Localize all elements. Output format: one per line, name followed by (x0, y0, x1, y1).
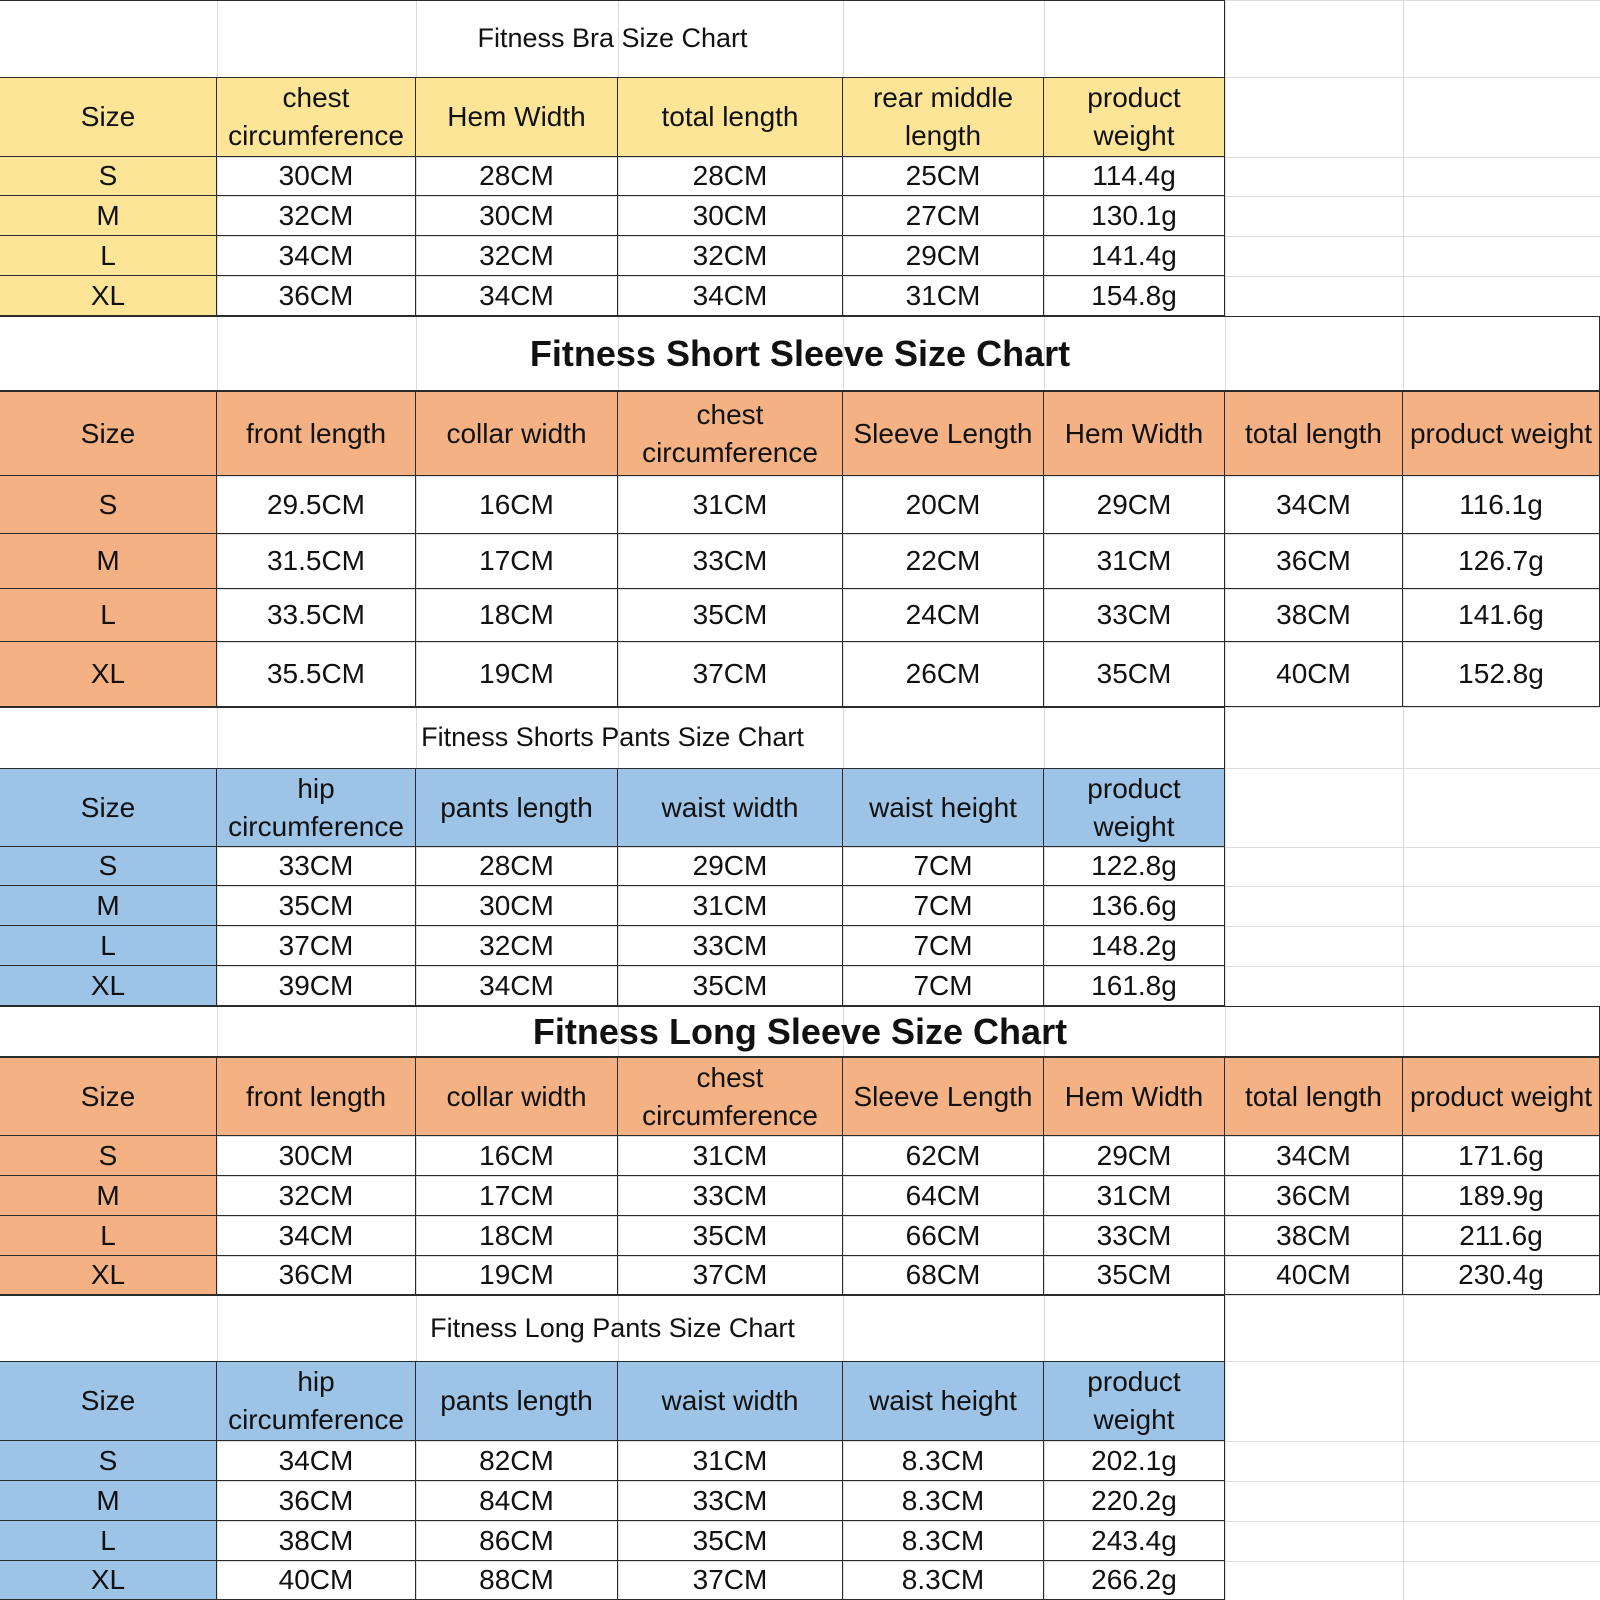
column-header: Size (0, 768, 217, 847)
table-cell: 161.8g (1044, 966, 1225, 1006)
table-cell: 114.4g (1044, 157, 1225, 196)
size-label-cell: S (0, 1136, 217, 1176)
table-cell: 8.3CM (843, 1481, 1044, 1521)
table-cell: 40CM (1225, 642, 1403, 707)
table-cell: 28CM (618, 157, 843, 196)
table-cell: 126.7g (1403, 534, 1600, 589)
table-cell: 34CM (1225, 476, 1403, 534)
column-header: waist width (618, 768, 843, 847)
section-title: Fitness Long Sleeve Size Chart (532, 1010, 1068, 1052)
table-cell: 62CM (843, 1136, 1044, 1176)
table-cell: 29CM (1044, 1136, 1225, 1176)
table-cell: 34CM (1225, 1136, 1403, 1176)
column-header: product weight (1044, 768, 1225, 847)
table-cell: 40CM (1225, 1256, 1403, 1295)
table-cell: 31CM (1044, 534, 1225, 589)
table-cell: 64CM (843, 1176, 1044, 1216)
table-cell: 141.4g (1044, 236, 1225, 276)
table-cell: 37CM (618, 1561, 843, 1600)
column-header: chest circumference (618, 391, 843, 476)
table-cell: 20CM (843, 476, 1044, 534)
table-cell: 30CM (217, 157, 416, 196)
size-label-cell: XL (0, 642, 217, 707)
column-header: product weight (1403, 1057, 1600, 1136)
table-cell: 30CM (618, 196, 843, 236)
table-cell: 29.5CM (217, 476, 416, 534)
column-header: total length (618, 77, 843, 157)
size-label-cell: M (0, 196, 217, 236)
table-cell: 33.5CM (217, 589, 416, 642)
table-cell: 25CM (843, 157, 1044, 196)
size-label-cell: XL (0, 1561, 217, 1600)
table-cell: 35CM (618, 1216, 843, 1256)
table-cell: 88CM (416, 1561, 618, 1600)
table-cell: 35CM (1044, 1256, 1225, 1295)
table-cell: 82CM (416, 1441, 618, 1481)
table-cell: 34CM (217, 1216, 416, 1256)
size-label-cell: L (0, 589, 217, 642)
table-cell: 33CM (1044, 589, 1225, 642)
table-cell: 29CM (843, 236, 1044, 276)
column-header: hip circumference (217, 768, 416, 847)
table-cell: 220.2g (1044, 1481, 1225, 1521)
table-cell: 31CM (618, 886, 843, 926)
table-cell: 33CM (618, 534, 843, 589)
table-cell: 130.1g (1044, 196, 1225, 236)
column-header: Size (0, 77, 217, 157)
table-cell: 171.6g (1403, 1136, 1600, 1176)
table-cell: 32CM (416, 236, 618, 276)
table-cell: 35CM (618, 1521, 843, 1561)
table-cell: 36CM (1225, 1176, 1403, 1216)
table-cell: 33CM (618, 1481, 843, 1521)
table-cell: 31CM (618, 1136, 843, 1176)
table-cell: 36CM (217, 1256, 416, 1295)
table-cell: 7CM (843, 886, 1044, 926)
table-cell: 19CM (416, 642, 618, 707)
table-cell: 7CM (843, 847, 1044, 886)
size-label-cell: XL (0, 1256, 217, 1295)
table-cell: 136.6g (1044, 886, 1225, 926)
table-cell: 84CM (416, 1481, 618, 1521)
table-cell: 148.2g (1044, 926, 1225, 966)
table-cell: 18CM (416, 589, 618, 642)
table-cell: 31CM (618, 1441, 843, 1481)
table-cell: 27CM (843, 196, 1044, 236)
column-header: product weight (1403, 391, 1600, 476)
column-header: Sleeve Length (843, 391, 1044, 476)
column-header: total length (1225, 391, 1403, 476)
table-cell: 40CM (217, 1561, 416, 1600)
table-cell: 32CM (217, 196, 416, 236)
size-label-cell: S (0, 157, 217, 196)
section-title: Fitness Long Pants Size Chart (430, 1312, 795, 1343)
table-cell: 266.2g (1044, 1561, 1225, 1600)
column-header: total length (1225, 1057, 1403, 1136)
column-header: waist width (618, 1361, 843, 1441)
table-cell: 17CM (416, 534, 618, 589)
column-header: Hem Width (1044, 391, 1225, 476)
size-label-cell: M (0, 534, 217, 589)
table-cell: 38CM (217, 1521, 416, 1561)
table-cell: 26CM (843, 642, 1044, 707)
column-header: Size (0, 391, 217, 476)
table-cell: 28CM (416, 847, 618, 886)
table-cell: 68CM (843, 1256, 1044, 1295)
table-cell: 29CM (618, 847, 843, 886)
size-label-cell: S (0, 476, 217, 534)
table-cell: 17CM (416, 1176, 618, 1216)
column-header: pants length (416, 1361, 618, 1441)
table-cell: 31CM (843, 276, 1044, 316)
size-label-cell: M (0, 886, 217, 926)
size-label-cell: S (0, 847, 217, 886)
column-header: pants length (416, 768, 618, 847)
table-cell: 16CM (416, 476, 618, 534)
table-cell: 31CM (618, 476, 843, 534)
table-cell: 33CM (618, 926, 843, 966)
table-cell: 31.5CM (217, 534, 416, 589)
table-cell: 34CM (217, 236, 416, 276)
table-cell: 30CM (217, 1136, 416, 1176)
table-cell: 7CM (843, 966, 1044, 1006)
table-cell: 243.4g (1044, 1521, 1225, 1561)
table-cell: 35CM (618, 966, 843, 1006)
table-cell: 35CM (217, 886, 416, 926)
table-cell: 34CM (217, 1441, 416, 1481)
size-label-cell: L (0, 1521, 217, 1561)
table-cell: 36CM (1225, 534, 1403, 589)
column-header: chest circumference (618, 1057, 843, 1136)
column-header: Sleeve Length (843, 1057, 1044, 1136)
column-header: rear middle length (843, 77, 1044, 157)
column-header: front length (217, 391, 416, 476)
table-cell: 30CM (416, 196, 618, 236)
table-cell: 32CM (416, 926, 618, 966)
table-cell: 37CM (618, 1256, 843, 1295)
table-cell: 22CM (843, 534, 1044, 589)
table-cell: 35CM (1044, 642, 1225, 707)
table-cell: 8.3CM (843, 1441, 1044, 1481)
table-cell: 189.9g (1403, 1176, 1600, 1216)
table-cell: 37CM (618, 642, 843, 707)
table-cell: 66CM (843, 1216, 1044, 1256)
table-cell: 32CM (217, 1176, 416, 1216)
table-cell: 33CM (217, 847, 416, 886)
table-cell: 34CM (618, 276, 843, 316)
table-cell: 16CM (416, 1136, 618, 1176)
size-label-cell: S (0, 1441, 217, 1481)
size-label-cell: L (0, 1216, 217, 1256)
table-cell: 33CM (1044, 1216, 1225, 1256)
size-label-cell: XL (0, 276, 217, 316)
table-cell: 37CM (217, 926, 416, 966)
table-cell: 38CM (1225, 589, 1403, 642)
table-cell: 8.3CM (843, 1521, 1044, 1561)
table-cell: 35.5CM (217, 642, 416, 707)
table-cell: 33CM (618, 1176, 843, 1216)
section-title: Fitness Short Sleeve Size Chart (529, 332, 1071, 374)
table-cell: 122.8g (1044, 847, 1225, 886)
table-cell: 29CM (1044, 476, 1225, 534)
section-title: Fitness Bra Size Chart (477, 23, 748, 53)
column-header: collar width (416, 1057, 618, 1136)
column-header: product weight (1044, 1361, 1225, 1441)
size-label-cell: L (0, 926, 217, 966)
size-label-cell: M (0, 1481, 217, 1521)
column-header: product weight (1044, 77, 1225, 157)
table-cell: 34CM (416, 966, 618, 1006)
table-cell: 8.3CM (843, 1561, 1044, 1600)
column-header: Hem Width (416, 77, 618, 157)
table-cell: 19CM (416, 1256, 618, 1295)
table-cell: 36CM (217, 1481, 416, 1521)
size-label-cell: XL (0, 966, 217, 1006)
column-header: chest circumference (217, 77, 416, 157)
table-cell: 152.8g (1403, 642, 1600, 707)
size-label-cell: M (0, 1176, 217, 1216)
column-header: hip circumference (217, 1361, 416, 1441)
table-cell: 38CM (1225, 1216, 1403, 1256)
table-cell: 30CM (416, 886, 618, 926)
table-cell: 39CM (217, 966, 416, 1006)
column-header: front length (217, 1057, 416, 1136)
table-cell: 24CM (843, 589, 1044, 642)
table-cell: 28CM (416, 157, 618, 196)
table-cell: 202.1g (1044, 1441, 1225, 1481)
table-cell: 31CM (1044, 1176, 1225, 1216)
table-cell: 154.8g (1044, 276, 1225, 316)
table-cell: 230.4g (1403, 1256, 1600, 1295)
column-header: Hem Width (1044, 1057, 1225, 1136)
column-header: Size (0, 1057, 217, 1136)
table-cell: 35CM (618, 589, 843, 642)
column-header: waist height (843, 768, 1044, 847)
column-header: Size (0, 1361, 217, 1441)
table-cell: 116.1g (1403, 476, 1600, 534)
column-header: collar width (416, 391, 618, 476)
section-title: Fitness Shorts Pants Size Chart (421, 722, 804, 752)
table-cell: 18CM (416, 1216, 618, 1256)
table-cell: 141.6g (1403, 589, 1600, 642)
size-label-cell: L (0, 236, 217, 276)
column-header: waist height (843, 1361, 1044, 1441)
table-cell: 211.6g (1403, 1216, 1600, 1256)
table-cell: 34CM (416, 276, 618, 316)
table-cell: 36CM (217, 276, 416, 316)
table-cell: 32CM (618, 236, 843, 276)
table-cell: 86CM (416, 1521, 618, 1561)
table-cell: 7CM (843, 926, 1044, 966)
